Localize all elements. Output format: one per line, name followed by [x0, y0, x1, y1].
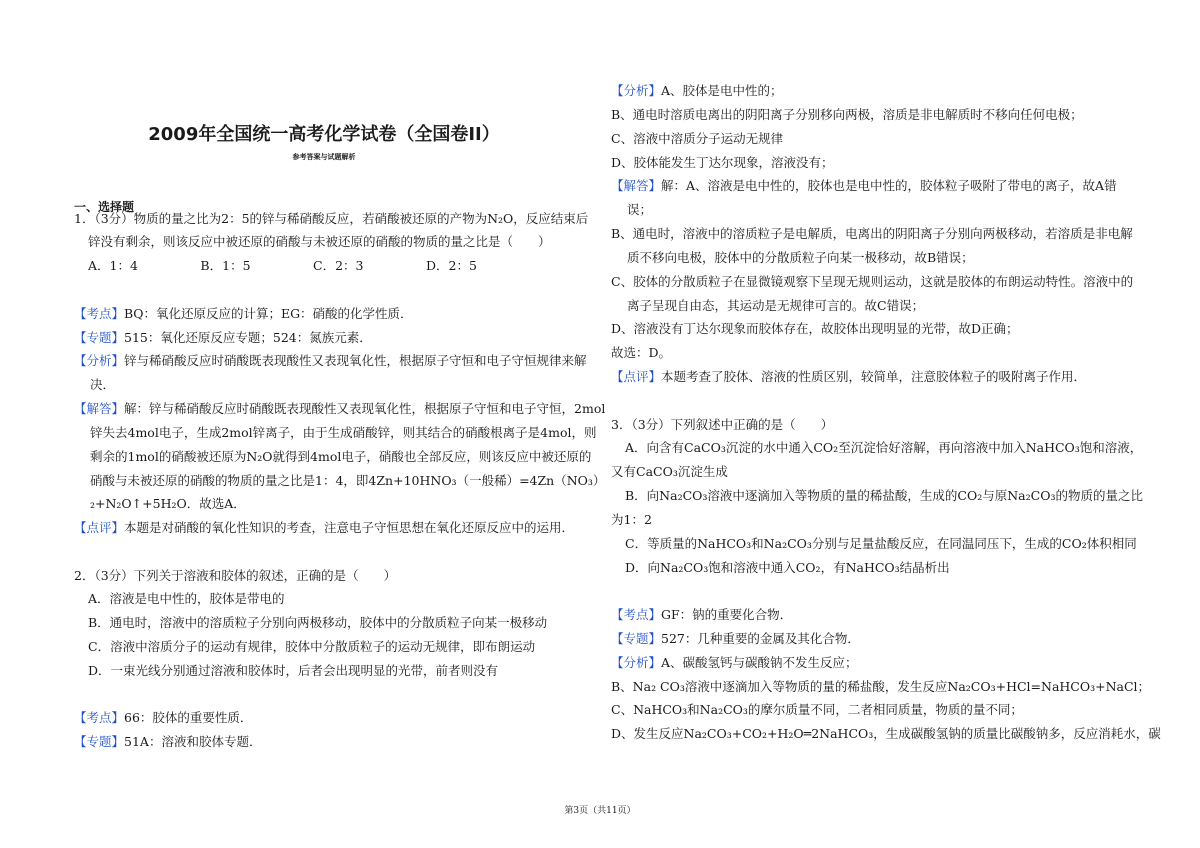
line-text: B、Na₂ CO₃溶液中逐滴加入等物质的量的稀盐酸，发生反应Na₂CO₃+HCl=NaHCO₃+NaCl； — [611, 679, 1151, 694]
text-line — [88, 639, 535, 655]
line-text: C、NaHCO₃和Na₂CO₃的摩尔质量不同，二者相同质量，物质的量不同； — [611, 702, 1023, 717]
line-text: 为1：2 — [611, 512, 652, 527]
text-line — [627, 250, 974, 266]
text-line — [611, 464, 728, 480]
line-text: 离子呈现自由态，其运动是无规律可言的。故C错误； — [627, 298, 925, 313]
text-line — [611, 655, 858, 671]
line-text: B．通电时，溶液中的溶质粒子分别向两极移动，胶体中的分散质粒子向某一极移动 — [88, 615, 548, 630]
text-line — [627, 202, 652, 218]
section-tag: 【专题】 — [611, 631, 662, 646]
line-text: 本题考查了胶体、溶液的性质区别，较简单，注意胶体粒子的吸附离子作用． — [661, 369, 1087, 384]
text-line — [611, 631, 860, 647]
text-line — [74, 710, 252, 726]
line-text: D、溶液没有丁达尔现象而胶体存在，故胶体出现明显的光带，故D正确； — [611, 321, 1019, 336]
text-line — [74, 520, 574, 536]
text-line — [611, 83, 783, 99]
line-text: C、胶体的分散质粒子在显微镜观察下呈现无规则运动，这就是胶体的布朗运动特性。溶液中的 — [611, 274, 1134, 289]
line-text: 66：胶体的重要性质． — [124, 710, 253, 725]
text-line — [611, 107, 1083, 123]
section-tag: 【考点】 — [611, 607, 662, 622]
text-line — [611, 321, 1019, 337]
text-line — [90, 496, 246, 512]
line-text: BQ：氧化还原反应的计算；EG：硝酸的化学性质． — [124, 306, 413, 321]
text-line — [611, 274, 1133, 290]
text-line — [74, 211, 588, 227]
line-text: C．溶液中溶质分子的运动有规律，胶体中分散质粒子的运动无规律，即布朗运动 — [88, 639, 536, 654]
page-subtitle: 参考答案与试题解析 — [292, 153, 356, 161]
line-text: A、碳酸氢钙与碳酸钠不发生反应； — [661, 655, 858, 670]
text-line — [74, 306, 413, 322]
text-line — [74, 401, 605, 417]
page-title: 2009年全国统一高考化学试卷（全国卷II） — [148, 124, 500, 145]
line-text: D．向Na₂CO₃饱和溶液中通入CO₂，有NaHCO₃结晶析出 — [625, 560, 950, 575]
line-text: 3．（3分）下列叙述中正确的是（ ） — [611, 417, 834, 432]
line-text: D、胶体能发生丁达尔现象，溶液没有； — [611, 155, 834, 170]
section-tag: 【专题】 — [74, 734, 125, 749]
text-line — [88, 615, 547, 631]
text-line — [74, 330, 372, 346]
text-line — [611, 155, 834, 171]
text-line — [611, 702, 1023, 718]
section-tag: 【考点】 — [74, 710, 125, 725]
line-text: A．溶液是电中性的，胶体是带电的 — [88, 591, 285, 606]
text-line — [625, 536, 1137, 552]
line-text: 解：锌与稀硝酸反应时硝酸既表现酸性又表现氧化性，根据原子守恒和电子守恒，2mol — [124, 401, 606, 416]
line-text: 51A：溶液和胶体专题． — [124, 734, 262, 749]
line-text: 又有CaCO₃沉淀生成 — [611, 464, 728, 479]
line-text: 故选：D。 — [611, 345, 672, 360]
line-text: ₂+N₂O↑+5H₂O．故选A． — [90, 496, 246, 511]
text-line — [74, 353, 587, 369]
line-text: B、通电时溶质电离出的阴阳离子分别移向两极，溶质是非电解质时不移向任何电极； — [611, 107, 1083, 122]
text-line — [611, 726, 1161, 742]
text-line — [611, 178, 1117, 194]
section-tag: 【分析】 — [611, 83, 662, 98]
section-heading: 一、选择题 — [74, 200, 135, 214]
line-text: 决． — [90, 377, 116, 392]
line-text: 锌失去4mol电子，生成2mol锌离子，由于生成硝酸锌，则其结合的硝酸根离子是4mol，则 — [90, 425, 597, 440]
text-line — [74, 568, 396, 584]
line-text: C．等质量的NaHCO₃和Na₂CO₃分别与足量盐酸反应，在同温同压下，生成的CO₂体积相同 — [625, 536, 1137, 551]
text-line — [627, 298, 924, 314]
line-text: D、发生反应Na₂CO₃+CO₂+H₂O═2NaHCO₃，生成碳酸氢钠的质量比碳酸钠多，反应消耗水，碳 — [611, 726, 1161, 741]
line-text: A、胶体是电中性的； — [661, 83, 783, 98]
section-tag: 【考点】 — [74, 306, 125, 321]
page-footer: 第3页（共11页） — [564, 806, 636, 816]
text-line — [74, 734, 261, 750]
text-line — [625, 440, 1142, 456]
line-text: B．向Na₂CO₃溶液中逐滴加入等物质的量的稀盐酸，生成的CO₂与原Na₂CO₃的物质的量之比 — [625, 488, 1143, 503]
line-text: D．一束光线分别通过溶液和胶体时，后者会出现明显的光带，前者则没有 — [88, 663, 499, 678]
line-text: 锌没有剩余，则该反应中被还原的硝酸与未被还原的硝酸的物质的量之比是（ ） — [88, 234, 551, 249]
line-text: 本题是对硝酸的氧化性知识的考查，注意电子守恒思想在氧化还原反应中的运用． — [124, 520, 575, 535]
line-text: 527：几种重要的金属及其化合物． — [661, 631, 860, 646]
section-tag: 【点评】 — [74, 520, 125, 535]
line-text: 锌与稀硝酸反应时硝酸既表现酸性又表现氧化性，根据原子守恒和电子守恒规律来解 — [124, 353, 587, 368]
line-text: 质不移向电极，胶体中的分散质粒子向某一极移动，故B错误； — [627, 250, 974, 265]
line-text: 解：A、溶液是电中性的，胶体也是电中性的，胶体粒子吸附了带电的离子，故A错 — [661, 178, 1117, 193]
text-line — [90, 425, 597, 441]
section-tag: 【点评】 — [611, 369, 662, 384]
text-line — [88, 258, 477, 274]
text-line — [611, 607, 792, 623]
text-line — [88, 591, 285, 607]
section-tag: 【解答】 — [611, 178, 662, 193]
text-line — [611, 131, 783, 147]
section-tag: 【分析】 — [611, 655, 662, 670]
line-text: 误； — [627, 202, 653, 217]
text-line — [611, 226, 1133, 242]
text-line — [611, 369, 1086, 385]
line-text: GF：钠的重要化合物． — [661, 607, 793, 622]
line-text: A．1：4 B．1：5 C．2：3 D．2：5 — [88, 258, 477, 273]
section-tag: 【分析】 — [74, 353, 125, 368]
text-line — [611, 345, 671, 361]
line-text: A．向含有CaCO₃沉淀的水中通入CO₂至沉淀恰好溶解，再向溶液中加入NaHCO₃饱和溶液， — [625, 440, 1143, 455]
line-text: C、溶液中溶质分子运动无规律 — [611, 131, 784, 146]
text-line — [88, 234, 551, 250]
text-line — [90, 377, 115, 393]
text-line — [90, 449, 591, 465]
text-line — [88, 663, 498, 679]
section-tag: 【解答】 — [74, 401, 125, 416]
text-line — [611, 417, 833, 433]
section-tag: 【专题】 — [74, 330, 125, 345]
text-line — [611, 512, 652, 528]
text-line — [625, 488, 1143, 504]
text-line — [90, 473, 605, 489]
text-line — [625, 560, 950, 576]
line-text: 515：氧化还原反应专题；524：氮族元素． — [124, 330, 372, 345]
line-text: 剩余的1mol的硝酸被还原为N₂O就得到4mol电子，硝酸也全部反应，则该反应中被还原的 — [90, 449, 592, 464]
line-text: 硝酸与未被还原的硝酸的物质的量之比是1：4，即4Zn+10HNO₃（一般稀）=4Zn（NO₃） — [90, 473, 606, 488]
line-text: 1．（3分）物质的量之比为2：5的锌与稀硝酸反应，若硝酸被还原的产物为N₂O，反应结束后 — [74, 211, 589, 226]
line-text: B、通电时，溶液中的溶质粒子是电解质，电离出的阴阳离子分别向两极移动，若溶质是非电解 — [611, 226, 1133, 241]
text-line — [611, 679, 1150, 695]
line-text: 2．（3分）下列关于溶液和胶体的叙述，正确的是（ ） — [74, 568, 397, 583]
